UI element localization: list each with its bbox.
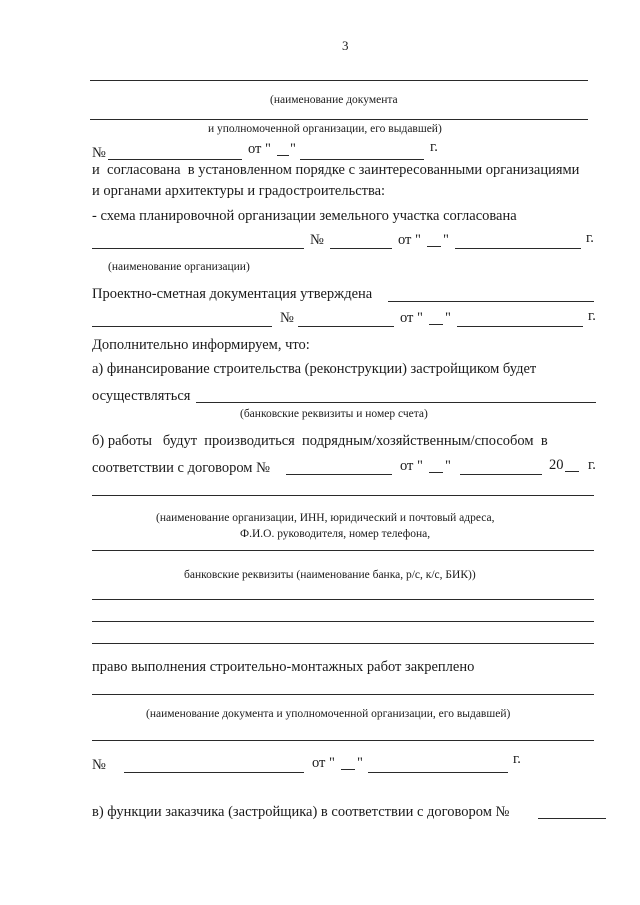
number-sign: №: [92, 145, 106, 161]
rights-date-blank: [368, 760, 508, 773]
rights-number-sign: №: [92, 757, 106, 773]
item-a-line-2: осуществляться: [92, 388, 191, 404]
scheme-year-suffix: г.: [586, 230, 594, 246]
contract-from-label: от ": [400, 458, 423, 474]
agreed-line-1: и согласована в установленном порядке с заинтересованными организациями: [92, 162, 580, 178]
scheme-date-blank: [455, 236, 581, 249]
doc-org-line: [90, 119, 588, 120]
doc-org-caption: и уполномоченной организации, его выдавшей): [208, 123, 442, 135]
scheme-day-blank: [427, 233, 441, 247]
design-year-suffix: г.: [588, 308, 596, 324]
rights-quote-close: ": [357, 755, 363, 771]
rights-from-label: от ": [312, 755, 335, 771]
contract-day-blank: [429, 459, 443, 473]
additionally-line: Дополнительно информируем, что:: [92, 337, 310, 353]
contract-year-20: 20: [549, 457, 564, 473]
org-details-caption-1: (наименование организации, ИНН, юридический и почтовый адреса,: [156, 512, 495, 524]
org-name-caption: (наименование организации): [108, 261, 250, 273]
doc-number-blank: [108, 146, 242, 160]
doc-name-caption: (наименование документа: [270, 94, 398, 106]
design-date-blank: [457, 314, 583, 327]
contractor-details-line: [92, 550, 594, 551]
bank-details-caption: банковские реквизиты (наименование банка, р/с, к/с, БИК)): [184, 569, 476, 581]
contract-year-blank: [565, 458, 579, 472]
extra-line-2: [92, 621, 594, 622]
scheme-number-blank: [330, 236, 392, 249]
scheme-quote-close: ": [443, 232, 449, 248]
year-suffix: г.: [430, 139, 438, 155]
funding-blank: [196, 390, 596, 403]
rights-day-blank: [341, 756, 355, 770]
doc-name-line: [90, 80, 588, 81]
item-c-line: в) функции заказчика (застройщика) в соответствии с договором №: [92, 804, 510, 820]
extra-line-3: [92, 643, 594, 644]
rights-line: право выполнения строительно-монтажных работ закреплено: [92, 659, 475, 675]
rights-org-line: [92, 740, 594, 741]
contract-date-blank: [460, 462, 542, 475]
design-number-blank: [298, 314, 394, 327]
rights-doc-line: [92, 694, 594, 695]
customer-contract-blank: [538, 806, 606, 819]
agreed-line-2: и органами архитектуры и градостроительства:: [92, 183, 386, 199]
doc-and-org-caption: (наименование документа и уполномоченной организации, его выдавшей): [146, 708, 511, 720]
item-b-line-2: соответствии с договором №: [92, 460, 270, 476]
from-label: от ": [248, 141, 271, 157]
design-approved-blank: [388, 288, 594, 302]
scheme-number-sign: №: [310, 232, 324, 248]
rights-number-blank: [124, 760, 304, 773]
item-b-line: б) работы будут производиться подрядным/хозяйственным/способом в: [92, 433, 548, 449]
quote-close: ": [290, 141, 296, 157]
page-number: 3: [342, 38, 349, 53]
item-a-line: а) финансирование строительства (реконструкции) застройщиком будет: [92, 361, 537, 377]
contract-number-blank: [286, 462, 392, 475]
org-details-caption-2: Ф.И.О. руководителя, номер телефона,: [240, 528, 431, 540]
design-from-label: от ": [400, 310, 423, 326]
date-blank: [300, 146, 424, 160]
bank-account-caption: (банковские реквизиты и номер счета): [240, 408, 428, 420]
contract-year-suffix: г.: [588, 457, 596, 473]
day-blank: [277, 142, 289, 156]
contractor-line: [92, 495, 594, 496]
scheme-line: - схема планировочной организации земельного участка согласована: [92, 208, 517, 224]
scheme-org-blank: [92, 236, 304, 249]
design-quote-close: ": [445, 310, 451, 326]
design-day-blank: [429, 311, 443, 325]
extra-line-1: [92, 599, 594, 600]
design-number-sign: №: [280, 310, 294, 326]
design-docs-line: Проектно-сметная документация утверждена: [92, 286, 373, 302]
scheme-from-label: от ": [398, 232, 421, 248]
design-org-blank: [92, 314, 272, 327]
rights-year-suffix: г.: [513, 751, 521, 767]
contract-quote-close: ": [445, 458, 451, 474]
